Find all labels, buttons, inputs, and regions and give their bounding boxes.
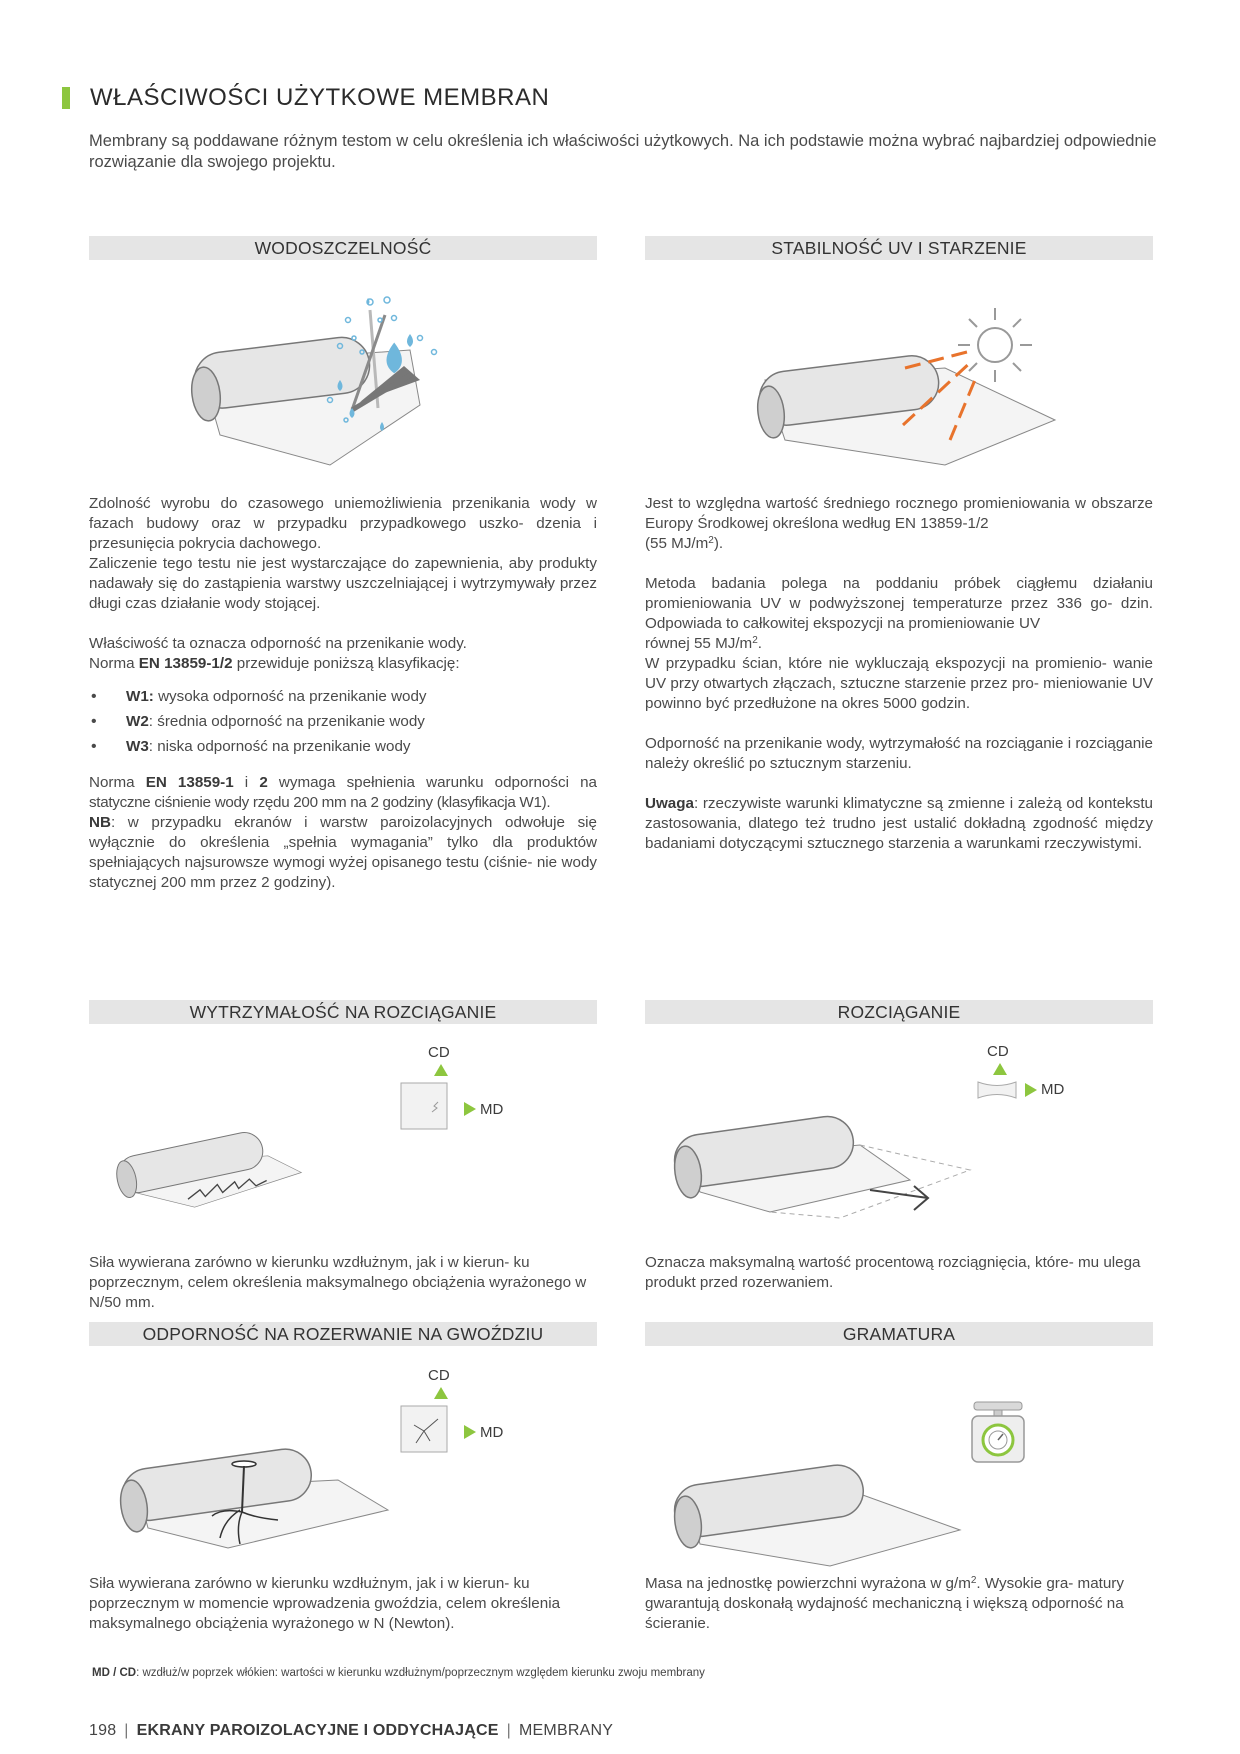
- uv-p5: [645, 794, 1153, 854]
- waterproof-nb-text: : w przypadku ekranów i warstw paroizolacyjnych odwołuje się wyłącznie do określenia „spełnia wymagania” tylko dla produktów spełniających najsurowsze wymogi wyżej opisanego testu (ciśnie- nie wody statycznej 200 mm przez 2 godziny).: [89, 814, 597, 891]
- waterproof-classification-list: [89, 684, 597, 759]
- section-heading-elongation: ROZCIĄGANIE: [645, 1000, 1153, 1024]
- uv-p2-b: równej 55 MJ/m: [645, 635, 753, 652]
- md-arrow-icon: [1025, 1083, 1037, 1097]
- list-item: [89, 734, 597, 759]
- uv-p3: W przypadku ścian, które nie wykluczają ekspozycji na promienio- wanie UV przy otwartych złączach, sztuczne starzenie przez pro- mieniowanie UV powinno być przedłużone na okres 5000 godzin.: [645, 655, 1153, 712]
- elongation-direction-diagram: [975, 1043, 1095, 1103]
- cd-arrow-icon: [434, 1387, 448, 1399]
- weight-text-a: Masa na jednostkę powierzchni wyrażona w g/m: [645, 1575, 971, 1592]
- uv-note-label: Uwaga: [645, 795, 694, 812]
- waterproof-p3: Właściwość ta oznacza odporność na przenikanie wody.: [89, 635, 467, 652]
- nail-direction-diagram: [398, 1367, 538, 1457]
- uv-p2-c: .: [757, 635, 762, 652]
- uv-p1: Jest to względna wartość średniego rocznego promieniowania w obszarze Europy Środkowej określona według EN 13859-1/2: [645, 495, 1153, 532]
- class-text: wysoka odporność na przenikanie wody: [153, 688, 427, 705]
- section-heading-uv: STABILNOŚĆ UV I STARZENIE: [645, 236, 1153, 260]
- weight-text-sup: 2: [970, 1575, 977, 1586]
- list-item: [89, 709, 597, 734]
- page-footer: [89, 1722, 613, 1740]
- page-title: [62, 84, 549, 112]
- waterproof-p4: [89, 654, 597, 674]
- class-text: : niska odporność na przenikanie wody: [148, 738, 411, 755]
- waterproof-p4-post: przewiduje poniższą klasyfikację:: [232, 655, 460, 672]
- section-heading-nail: ODPORNOŚĆ NA ROZERWANIE NA GWOŹDZIU: [89, 1322, 597, 1346]
- md-label: MD: [1041, 1081, 1065, 1098]
- waterproof-p5-b: i: [233, 774, 260, 791]
- nail-description: Siła wywierana zarówno w kierunku wzdłużnym, jak i w kierun- ku poprzecznym w momencie wprowadzenia gwoździa, celem określenia maksymalnego obciążenia wyrażonego w N (Newton).: [89, 1575, 561, 1632]
- elongation-roll-icon: [660, 1090, 980, 1220]
- uv-note-text: : rzeczywiste warunki klimatyczne są zmienne i zależą od kontekstu zastosowania, dlatego też trudno jest ustalić dokładną zgodność między badaniami dotyczącymi sztucznego starzenia a warunkami rzeczywistymi.: [645, 795, 1153, 852]
- uv-p4: Odporność na przenikanie wody, wytrzymałość na rozciąganie i rozciąganie należy określić po sztucznym starzeniu.: [645, 735, 1153, 772]
- md-arrow-icon: [464, 1425, 476, 1439]
- waterproof-nb-label: NB: [89, 814, 111, 831]
- elongation-description: Oznacza maksymalną wartość procentową rozciągnięcia, które- mu ulega produkt przed rozerwaniem.: [645, 1254, 1141, 1291]
- section-heading-weight: GRAMATURA: [645, 1322, 1153, 1346]
- intro-paragraph: Membrany są poddawane różnym testom w celu określenia ich właściwości użytkowych. Na ich podstawie można wybrać najbardziej odpowiednie rozwiązanie dla swojego projektu.: [89, 132, 1157, 171]
- tensile-direction-diagram: [398, 1044, 538, 1134]
- list-item: [89, 684, 597, 709]
- uv-p1-unit: [645, 534, 1153, 554]
- elongation-sample-icon: [977, 1081, 1017, 1099]
- cd-label: CD: [428, 1367, 450, 1384]
- waterproof-p4-pre: Norma: [89, 655, 139, 672]
- scale-roll-icon: [660, 1440, 990, 1570]
- weight-text-b: . Wysokie gra- matury gwarantują doskonałą wydajność mechaniczną i większą odporność na ścieranie.: [645, 1575, 1124, 1632]
- waterproof-p5-c: wymaga spełnienia warunku odporności na: [267, 774, 597, 791]
- footer-separator: |: [124, 1722, 129, 1739]
- tensile-description: Siła wywierana zarówno w kierunku wzdłużnym, jak i w kierun- ku poprzecznym, celem określenia maksymalnego obciążenia wyrażonego w N/50 mm.: [89, 1254, 587, 1311]
- cd-label: CD: [987, 1043, 1009, 1060]
- uv-p2-sup: 2: [752, 635, 758, 646]
- waterproof-p2: Zaliczenie tego testu nie jest wystarczające do zapewnienia, aby produkty nadawały się do zastąpienia warstwy uszczelniającej i wytrzymywały przez długi czas działanie wody stojącej.: [89, 555, 597, 612]
- footnote-label: MD / CD: [92, 1667, 137, 1679]
- waterproof-p5-d: statyczne ciśnienie wody rzędu 200 mm na 2 godziny (klasyfikacja W1).: [89, 794, 551, 811]
- class-code: W2: [126, 713, 149, 730]
- waterproof-description: [89, 494, 597, 893]
- class-code: W3: [126, 738, 149, 755]
- footer-chapter: EKRANY PAROIZOLACYJNE I ODDYCHAJĄCE: [136, 1722, 499, 1739]
- uv-sun-roll-icon: [745, 300, 1065, 470]
- weight-description: [645, 1574, 1153, 1634]
- uv-description: [645, 494, 1153, 854]
- uv-p2: Metoda badania polega na poddaniu próbek ciągłemu działaniu promieniowania UV w podwyższonej temperaturze przez 336 go- dzin. Odpowiada to całkowitej ekspozycji na promieniowanie UV: [645, 575, 1153, 632]
- waterproof-p1: Zdolność wyrobu do czasowego uniemożliwienia przenikania wody w fazach budowy oraz w przypadku przypadkowego uszko- dzenia i przesunięcia pokrycia dachowego.: [89, 495, 597, 552]
- class-code: W1:: [126, 688, 154, 705]
- footnote-text: : wzdłuż/w poprzek włókien: wartości w kierunku wzdłużnym/poprzecznym względem kierunku zwoju membrany: [136, 1667, 705, 1679]
- footer-section: MEMBRANY: [519, 1722, 614, 1739]
- page-number: 198: [89, 1722, 117, 1739]
- md-label: MD: [480, 1101, 504, 1118]
- cd-label: CD: [428, 1044, 450, 1061]
- page-title-text: WŁAŚCIWOŚCI UŻYTKOWE MEMBRAN: [90, 84, 550, 111]
- section-heading-tensile: WYTRZYMAŁOŚĆ NA ROZCIĄGANIE: [89, 1000, 597, 1024]
- waterproof-p5: [89, 773, 597, 813]
- section-heading-waterproof: WODOSZCZELNOŚĆ: [89, 236, 597, 260]
- waterproof-p6: [89, 813, 597, 893]
- footnote: [92, 1667, 705, 1679]
- title-accent-bar: [62, 87, 70, 109]
- md-label: MD: [480, 1424, 504, 1441]
- waterproof-p5-norm2: 2: [259, 774, 268, 791]
- nail-tear-roll-icon: [108, 1420, 408, 1550]
- waterproof-roll-icon: [180, 290, 560, 470]
- waterproof-p4-norm: EN 13859-1/2: [138, 655, 233, 672]
- uv-p1-c: ).: [713, 535, 724, 552]
- cd-arrow-icon: [993, 1063, 1007, 1075]
- md-arrow-icon: [464, 1102, 476, 1116]
- waterproof-p5-a: Norma: [89, 774, 146, 791]
- uv-p2-unit: [645, 634, 1153, 654]
- class-text: : średnia odporność na przenikanie wody: [148, 713, 425, 730]
- uv-p1-sup: 2: [708, 535, 714, 546]
- cd-arrow-icon: [434, 1064, 448, 1076]
- waterproof-p5-norm1: EN 13859-1: [145, 774, 234, 791]
- tensile-sample-icon: [400, 1082, 450, 1132]
- uv-p1-b: (55 MJ/m: [645, 535, 709, 552]
- tensile-tear-roll-icon: [108, 1105, 308, 1230]
- footer-separator: |: [506, 1722, 512, 1739]
